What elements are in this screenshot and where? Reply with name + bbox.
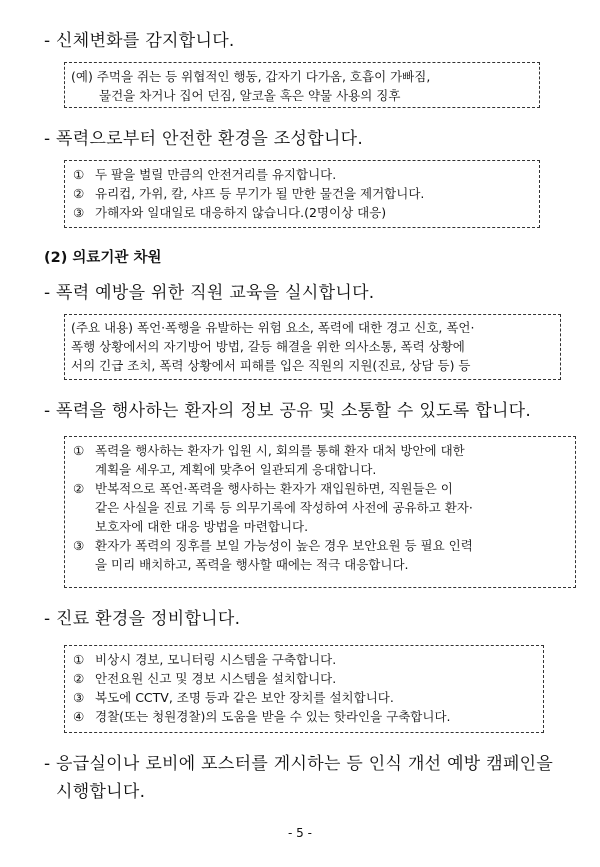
dash-marker: - [44,283,51,303]
item-text: 환자가 폭력의 징후를 보일 가능성이 높은 경우 보안요원 등 필요 인력 [95,538,473,553]
list-item [73,536,567,574]
section-heading-safe-environment [44,124,363,149]
list-item [73,441,567,479]
heading-text: 폭력 예방을 위한 직원 교육을 실시합니다. [56,283,375,303]
item-text: 가해자와 일대일로 대응하지 않습니다.(2명이상 대응) [95,205,387,220]
item-text: 반복적으로 폭언·폭력을 행사하는 환자가 재입원하면, 직원들은 이 [95,481,453,496]
item-text: 안전요원 신고 및 경보 시스템을 설치합니다. [95,671,337,686]
section-heading-info-sharing [44,396,531,421]
box-line: 서의 긴급 조치, 폭력 상황에서 피해를 입은 직원의 지원(진료, 상담 등) 등 [71,358,471,373]
safety-list-box [64,160,540,228]
list-item [73,479,567,536]
box-line: 폭행 상황에서의 자기방어 방법, 갈등 해결을 위한 의사소통, 폭력 상황에 [71,339,465,354]
item-number: ③ [73,538,85,553]
box-line: (예) 주먹을 쥐는 등 위협적인 행동, 갑자기 다가옴, 호흡이 가빠짐, [71,69,431,84]
item-text: 폭력을 행사하는 환자가 입원 시, 회의를 통해 환자 대처 방안에 대한 [95,443,465,458]
item-number: ① [73,167,85,182]
item-text: 경찰(또는 청원경찰)의 도움을 받을 수 있는 핫라인을 구축합니다. [95,709,451,724]
heading-text: 응급실이나 로비에 포스터를 게시하는 등 인식 개선 예방 캠페인을 [56,754,554,774]
list-item [73,669,535,688]
list-item [73,203,531,222]
dash-marker: - [44,609,51,629]
dash-marker: - [44,401,51,421]
section-heading-body-change [44,26,235,51]
dash-marker: - [44,31,51,51]
list-item [73,688,535,707]
item-number: ① [73,652,85,667]
item-number: ① [73,443,85,458]
heading-text: 신체변화를 감지합니다. [56,31,235,51]
item-text-continued: 같은 사실을 진료 기록 등 의무기록에 작성하여 사전에 공유하고 환자· [95,500,473,515]
list-item [73,650,535,669]
item-text-continued: 보호자에 대한 대응 방법을 마련합니다. [95,519,309,534]
heading-text: 폭력으로부터 안전한 환경을 조성합니다. [56,129,364,149]
heading-text: 폭력을 행사하는 환자의 정보 공유 및 소통할 수 있도록 합니다. [56,401,532,421]
box-line: 물건을 차거나 집어 던짐, 알코올 혹은 약물 사용의 징후 [99,88,401,103]
item-number: ② [73,186,85,201]
education-content-box [64,314,561,380]
box-line: (주요 내용) 폭언·폭행을 유발하는 위험 요소, 폭력에 대한 경고 신호, 폭언· [71,320,475,335]
item-number: ③ [73,205,85,220]
list-item [73,707,535,726]
section-heading-staff-education [44,278,375,303]
example-box [64,62,540,108]
item-text-continued: 계획을 세우고, 계획에 맞추어 일관되게 응대합니다. [95,462,377,477]
environment-list-box [64,645,544,733]
sub-heading: (2) 의료기관 차원 [44,250,162,266]
item-text: 복도에 CCTV, 조명 등과 같은 보안 장치를 설치합니다. [95,690,394,705]
section-heading-campaign [44,750,553,806]
item-text: 두 팔을 벌릴 만큼의 안전거리를 유지합니다. [95,167,337,182]
item-text: 유리컵, 가위, 칼, 샤프 등 무기가 될 만한 물건을 제거합니다. [95,186,425,201]
item-number: ② [73,481,85,496]
item-number: ③ [73,690,85,705]
item-number: ② [73,671,85,686]
item-text-continued: 을 미리 배치하고, 폭력을 행사할 때에는 적극 대응합니다. [95,557,409,572]
heading-text: 진료 환경을 정비합니다. [56,609,241,629]
list-item [73,165,531,184]
item-number: ④ [73,709,85,724]
page-number: - 5 - [288,826,312,840]
section-heading-environment [44,604,240,629]
info-sharing-box [64,436,576,588]
heading-text-continued: 시행합니다. [56,782,146,802]
item-text: 비상시 경보, 모니터링 시스템을 구축합니다. [95,652,337,667]
dash-marker: - [44,754,51,774]
dash-marker: - [44,129,51,149]
list-item [73,184,531,203]
